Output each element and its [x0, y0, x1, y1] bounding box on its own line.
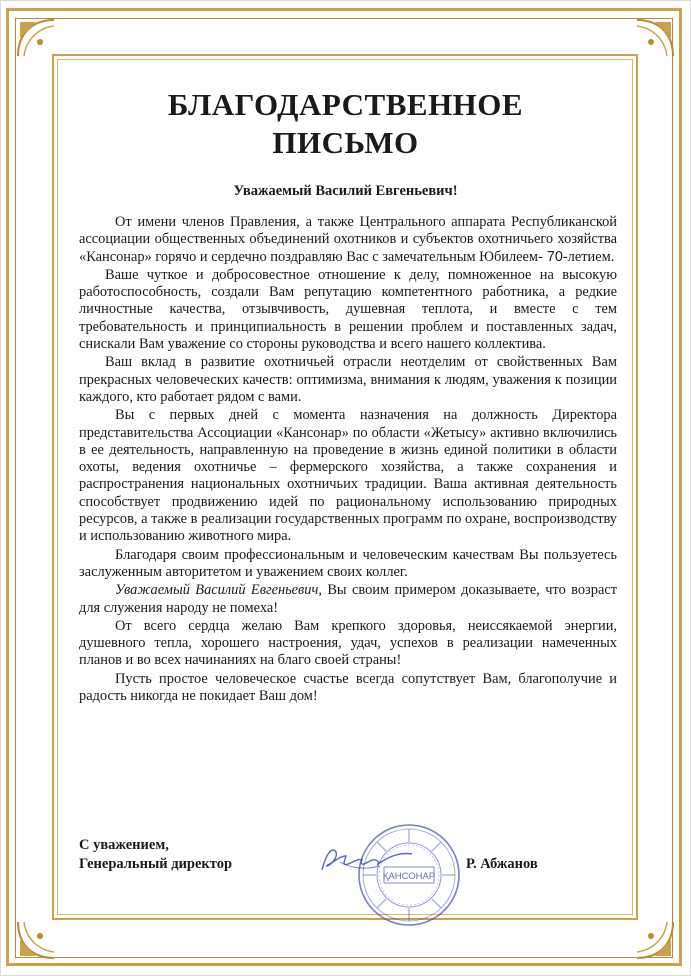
corner-ornament-icon	[631, 916, 677, 962]
paragraph-1: От имени членов Правления, а также Центрального аппарата Республиканской ассоциации общественных объединений охотников и субъектов охотничьего хозяйства «Кансонар» горячо и сердечно поздравляю Вас с замечательным Юбилеем- 70-летием.	[79, 214, 617, 265]
closing-block	[79, 836, 232, 874]
paragraph-2: Ваше чуткое и добросовестное отношение к делу, помноженное на высокую работоспособность, создали Вам репутацию компетентного работника, а редкие личностные качества, отзывчивость, душевная теплота, и вместе с тем требовательность и принципиальность в решении проблем и поставленных задач, снискали Вам уважение со стороны руководства и всего нашего коллектива.	[79, 266, 617, 353]
paragraph-6: Уважаемый Василий Евгеньевич, Вы своим примером доказываете, что возраст для служения народу не помеха!	[79, 582, 618, 616]
closing-regards: С уважением,	[79, 837, 169, 853]
title-line-2: ПИСЬМО	[272, 125, 419, 160]
paragraph-7: От всего сердца желаю Вам крепкого здоровья, неиссякаемой энергии, душевного тепла, хорошего настроения, удач, успехов в реализации намеченных планов и во всех начинаниях на благо своей страны!	[79, 617, 617, 669]
title-line-1: БЛАГОДАРСТВЕННОЕ	[167, 87, 524, 122]
letter-body	[79, 214, 617, 706]
document-title	[60, 86, 631, 162]
paragraph-8: Пусть простое человеческое счастье всегда сопутствует Вам, благополучие и радость никогда не покидает Ваш дом!	[79, 670, 617, 705]
paragraph-3: Ваш вклад в развитие охотничьей отрасли неотделим от свойственных Вам прекрасных человеческих качеств: оптимизма, внимания к людям, уважения к позиции каждого, кто работает рядом с вами.	[79, 354, 617, 405]
corner-ornament-icon	[14, 916, 60, 962]
signature-icon	[300, 832, 450, 882]
corner-ornament-icon	[631, 16, 677, 62]
signer-name: Р. Абжанов	[466, 856, 538, 872]
jubilee-number: 70	[542, 248, 563, 265]
paragraph-4: Вы с первых дней с момента назначения на должность Директора представительства Ассоциации «Кансонар» по области «Жетысу» активно включились в ее деятельность, направленную на проведение в жизнь единой политики в области охоты, ведения охотничье – фермерского хозяйства, а также сохранения и распространения национальных охотничьих традиции. Ваша активная деятельность способствует продвижению идей по рациональному использованию природных ресурсов, а также в реализации государственных программ по охране, воспроизводству и использованию животного мира.	[79, 407, 617, 545]
salutation: Уважаемый Василий Евгеньевич!	[233, 183, 458, 199]
paragraph-5: Благодаря своим профессиональным и человеческим качествам Вы пользуетесь заслуженным авторитетом и уважением своих коллег.	[79, 546, 617, 580]
stamp-center-text: ҚАНСОНАР	[382, 871, 436, 882]
corner-ornament-icon	[14, 16, 60, 62]
signer-position: Генеральный директор	[79, 856, 233, 872]
addressee-italic: Уважаемый Василий Евгеньевич	[115, 582, 319, 599]
